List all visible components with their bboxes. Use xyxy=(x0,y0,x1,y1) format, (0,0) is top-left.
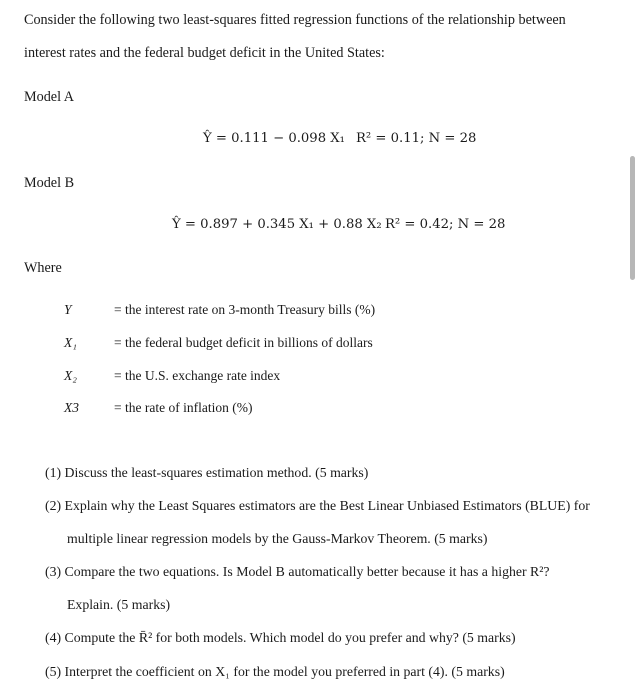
variable-definition: = the interest rate on 3-month Treasury bills (%) xyxy=(114,302,376,317)
question-2-line-2: multiple linear regression models by the Gauss-Markov Theorem. (5 marks) xyxy=(67,531,488,546)
question-5: (5) Interpret the coefficient on X₁ for the model you preferred in part (4). (5 marks) xyxy=(45,664,505,679)
variable-symbol: X3 xyxy=(64,400,79,415)
question-2-line-1: (2) Explain why the Least Squares estimators are the Best Linear Unbiased Estimators (BLUE) for xyxy=(45,498,590,513)
variable-definition: = the federal budget deficit in billions of dollars xyxy=(114,335,373,350)
variable-symbol: Y xyxy=(64,302,72,317)
question-3-line-2: Explain. (5 marks) xyxy=(67,597,171,612)
question-1: (1) Discuss the least-squares estimation method. (5 marks) xyxy=(45,465,369,480)
variable-definition: = the rate of inflation (%) xyxy=(114,400,253,415)
model-a-label: Model A xyxy=(24,89,75,105)
model-b-stats: R² = 0.42; N = 28 xyxy=(385,217,506,232)
variable-symbol: X₁ xyxy=(64,335,77,350)
model-b-label: Model B xyxy=(24,175,75,191)
model-a-equation: Ŷ = 0.111 − 0.098 X₁ xyxy=(203,131,345,146)
question-3-line-1: (3) Compare the two equations. Is Model B automatically better because it has a higher R²? xyxy=(45,564,550,579)
intro-line-1: Consider the following two least-squares fitted regression functions of the relationship between xyxy=(24,12,566,28)
variable-definition: = the U.S. exchange rate index xyxy=(114,368,281,383)
variable-symbol: X₂ xyxy=(64,368,77,383)
model-b-equation: Ŷ = 0.897 + 0.345 X₁ + 0.88 X₂ xyxy=(172,217,382,232)
question-4: (4) Compute the R̄² for both models. Which model do you prefer and why? (5 marks) xyxy=(45,630,516,645)
where-label: Where xyxy=(24,260,62,276)
intro-line-2: interest rates and the federal budget deficit in the United States: xyxy=(24,45,385,61)
vertical-scrollbar-thumb[interactable] xyxy=(630,156,635,280)
model-a-stats: R² = 0.11; N = 28 xyxy=(356,131,477,146)
